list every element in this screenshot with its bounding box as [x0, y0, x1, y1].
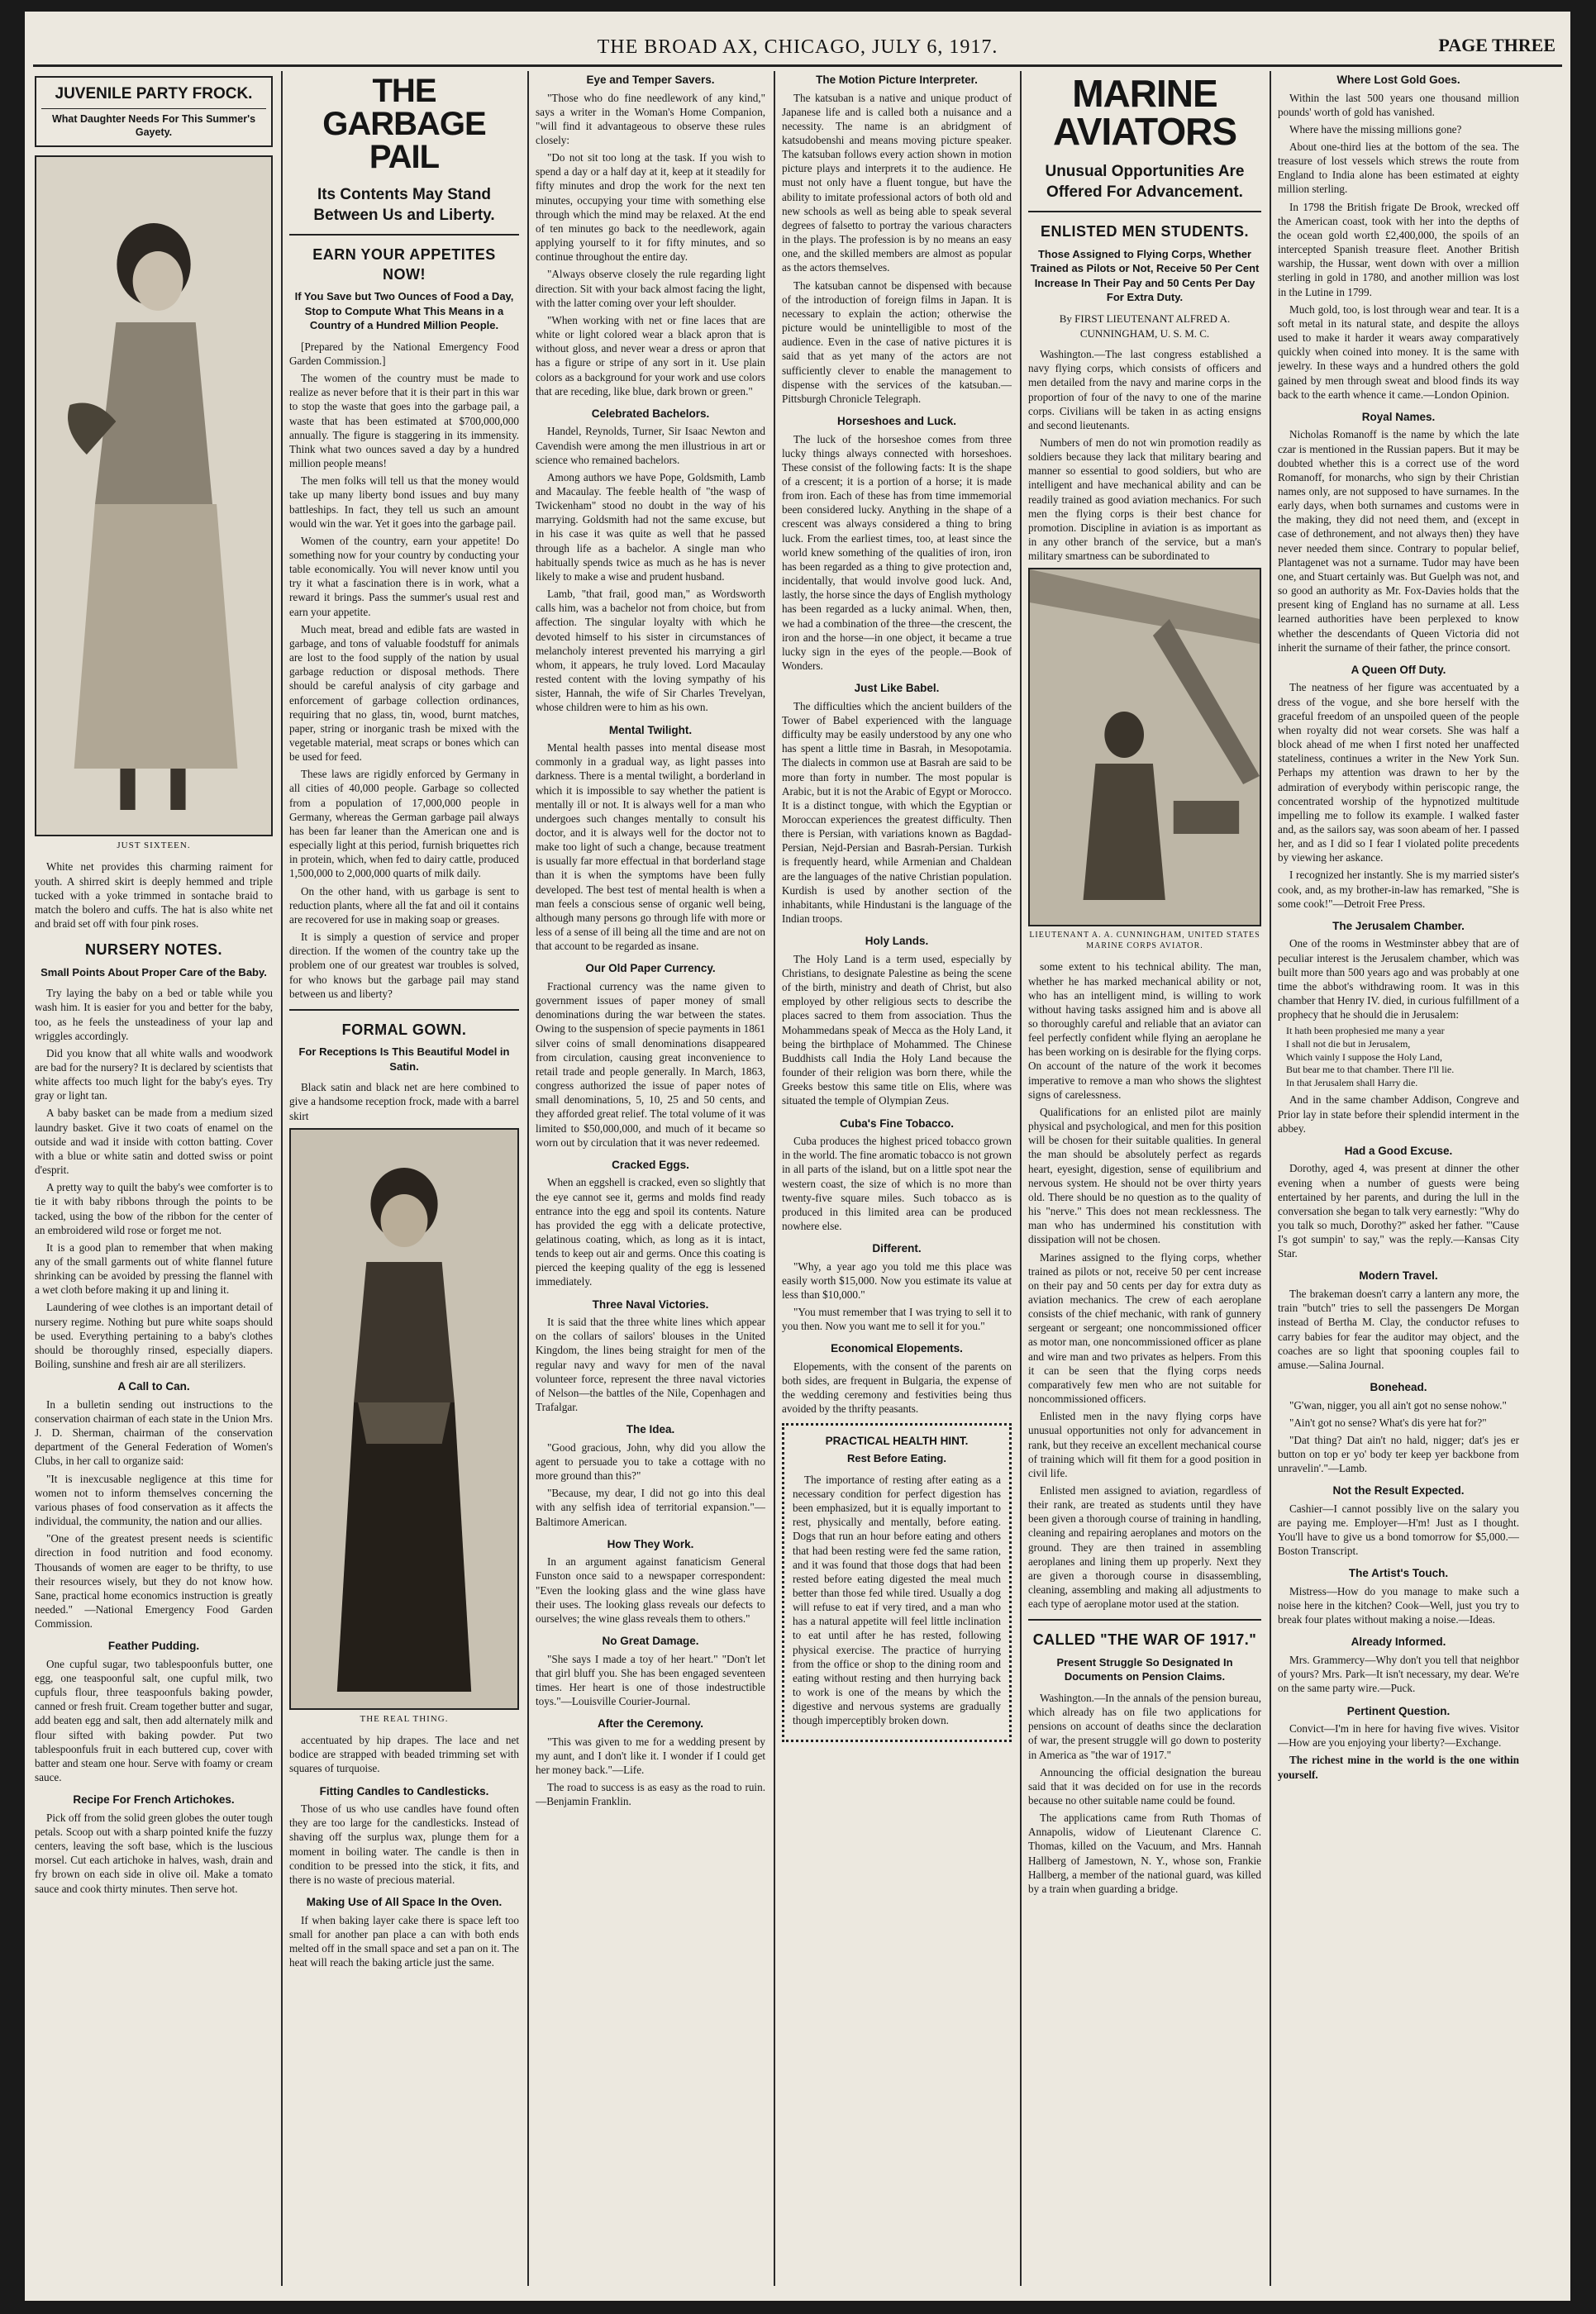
article-headline: NURSERY NOTES. [84, 941, 223, 959]
column-divider [1270, 71, 1271, 2286]
article-headline: The Idea. [626, 1423, 675, 1436]
paragraph: A pretty way to quilt the baby's wee comforter is to tie it with baby ribbons through the points to be tacked, using the bow of the ribbon for the center of an embroidered wild rose or forget me not. [35, 1181, 273, 1236]
divider [1028, 1619, 1261, 1621]
article-deck: Those Assigned to Flying Corps, Whether Trained as Pilots or Not, Receive 50 Per Cent Increase In Their Pay and 50 Cents Per Day For Extra Duty. [1030, 247, 1260, 304]
paragraph: When an eggshell is cracked, even so slightly that the eye cannot see it, germs and molds find ready entrance into the egg and spoil its contents. Nature has provided the egg with a delicate protective, gelatinous coating, which, as long as it is intact, tends to keep out air and germs. Once this coating is pierced the keeping quality of the egg is lessened immediately. [536, 1176, 765, 1288]
article-headline: Just Like Babel. [854, 682, 940, 695]
paragraph: The difficulties which the ancient builders of the Tower of Babel experienced with the language difficulty may be easily understood by any one who has spent a little time in Basrah, in Mesopotamia. The dialects in common use at Basrah are said to be more than forty in number. The most popular is Arabic, but it is not the Arabic of Egypt or Morocco. It is a distinct tongue, with which the Egyptian or Moroccan experiences the greatest difficulty. Then there is Persian, with variations known as Bagdad-Persian, Nejd-Persian and Basrah-Persian. Turkish is frequently heard, while Armenian and Chaldean are the languages of the native Christian population. Kurdish is used by another section of the inhabitants, while Hindustani is the language of the Indian troops. [782, 699, 1012, 926]
paragraph: Washington.—The last congress established a navy flying corps, which consists of officers and men detailed from the navy and marine corps in the proportion of four of the navy to one of the marine corps. Civilians will be taken in as acting ensigns and second lieutenants. [1028, 348, 1261, 431]
paragraph: Announcing the official designation the bureau said that it was decided on for use in the records because no other suitable name could be found. [1028, 1765, 1261, 1807]
article-headline: Already Informed. [1351, 1636, 1446, 1649]
paragraph: Elopements, with the consent of the parents on both sides, are frequent in Bulgaria, the expense of the wedding ceremony and festivities being thus avoided by the thrifty peasants. [782, 1360, 1012, 1416]
masthead-rule [33, 64, 1562, 67]
formal-gown-photo [289, 1128, 519, 1710]
paragraph: In a bulletin sending out instructions to the conservation chairman of each state in the Union Mrs. J. D. Sherman, chairman of the conservation department of the General Federation of Women's Clubs, in her call to organize said: [35, 1397, 273, 1468]
article-headline: Cracked Eggs. [612, 1158, 689, 1171]
paragraph: The neatness of her figure was accentuated by a dress of the vogue, and she bore herself with the graceful freedom of an unspoiled queen of the people when royalty did not wear corsets. She was half a block ahead of me when I first noted her unaffected stateliness, continues a writer in the New York Sun. Perhaps my attention was drawn to her by the admiration of everybody within periscopic range, the concentrated worship of the hypnotized multitude impelling me to follow its example. I walked faster and, as the sailors say, was soon abeam of her. I passed her, and as I did so I fear I violated polite precedents by viewing her askance. [1278, 681, 1519, 864]
poem-line: It hath been prophesied me many a year [1286, 1025, 1445, 1037]
paragraph: One cupful sugar, two tablespoonfuls butter, one egg, one teaspoonful salt, one cupful milk, two cupfuls flour, three teaspoonfuls baking powder, canned or fresh fruit. Cream together butter and sugar, add beaten egg and salt, then add alternately milk and flour sifted with baking powder. Put two tablespoonfuls fruit in each buttered cup, cover with batter and steam one hour. Serve with foamy or cream sauce. [35, 1657, 273, 1784]
paragraph: The luck of the horseshoe comes from three lucky things always connected with horseshoes. These consist of the following facts: It is the shape of a crescent; it is a portion of a horse; it is made from iron. Each of these has from time immemorial been considered lucky. Anything in the shape of a crescent was always considered a thing to bring luck. From the earliest times, too, at least since the world knew something of the qualities of iron, iron has been regarded as a thing to give protection and, incidentally, that would involve good luck. And, lastly, the horse since the days of English mythology has been regarded as a lucky animal. When, then, we had a combination of the three—the crescent, the iron and the horse—in one object, it became a true lucky sign in the eyes of the people.—Book of Wonders. [782, 432, 1012, 673]
article-headline: Modern Travel. [1359, 1269, 1438, 1283]
article-headline: THE GARBAGE PAIL [322, 73, 486, 175]
paragraph: Qualifications for an enlisted pilot are mainly physical and psychological, and men for this position will be chosen for their suitable qualities. In general the man should be absolutely perfect as regards heart, eyesight, digestion, sense of equilibrium and nervous system. He should not be over thirty years old. There should be no question as to the quality of his "nerve." This does not mean recklessness. The man who has undermined his constitution with dissipation will not be chosen. [1028, 1105, 1261, 1246]
paragraph: [Prepared by the National Emergency Food Garden Commission.] [289, 340, 519, 367]
article-headline: After the Ceremony. [597, 1717, 704, 1731]
paragraph: Much gold, too, is lost through wear and tear. It is a soft metal in its natural state, and despite the alloys used to make it harder it wears away comparatively quickly when coined into money. It is the same with jewelry. In these ways and a hundred others the gold gained by men through sweat and blood finds its way back to the earth whence it came.—London Opinion. [1278, 302, 1519, 401]
masthead [25, 12, 1570, 63]
column-5 [1028, 71, 1261, 2286]
paragraph: Nicholas Romanoff is the name by which the late czar is mentioned in the Russian papers. But it may be doubted whether this is a correct use of the word Romanoff, for monarchs, who sign by their Christian names only, are not supposed to have surnames. In the early days, when both surnames and customs were in the making, they did not need them, and (except in case of dethronement, and not always then) they have never needed them since. Contrary to popular belief, Plantagenet was not a surname. Tudor may have been one, and Stuart certainly was. But Guelph was not, and so good an authority as Mr. Fox-Davies holds that the present king of England has no surname at all. Less learned authorities have been perplexed to know whether the descendants of Queen Victoria did not inherit the surname of their father, the prince consort. [1278, 428, 1519, 654]
article-subheadline: Its Contents May Stand Between Us and Liberty. [313, 186, 495, 224]
paragraph: "Because, my dear, I did not go into this deal with any selfish idea of territorial expansion."—Baltimore American. [536, 1487, 765, 1528]
paragraph: Did you know that all white walls and woodwork are bad for the nursery? It is declared by scientists that white affects too much light for the baby's eyes. Try gray or light tan. [35, 1046, 273, 1102]
divider [289, 234, 519, 236]
article-headline: Pertinent Question. [1346, 1704, 1451, 1717]
paragraph: Mental health passes into mental disease most commonly in a gradual way, as light passes into darkness. There is a mental twilight, a borderland in which it is impossible to say whether the patient is mentally ill or not. It is always well for a man who undergoes such changes mentally to consult his doctor, and it is always well for the doctor not to make too light of such a change, because treatment is usually far more effectual in that borderland stage than it is when the symptoms have been fully developed. The best test of mental health is when a man feels a conscious sense of organic well being, although many persons go through life with more or less of a sense of ill being all the time and are not on that account to be regarded as insane. [536, 741, 765, 953]
paragraph: Black satin and black net are here combined to give a handsome reception frock, made with a barrel skirt [289, 1081, 519, 1122]
newspaper-page [25, 12, 1570, 2301]
article-headline: PRACTICAL HEALTH HINT. [825, 1434, 969, 1447]
article-headline: Mental Twilight. [608, 723, 693, 736]
paragraph: Where have the missing millions gone? [1289, 122, 1462, 136]
article-headline: Not the Result Expected. [1332, 1484, 1465, 1497]
paragraph: Handel, Reynolds, Turner, Sir Isaac Newton and Cavendish were among the men illustrious in art or science who remained bachelors. [536, 425, 765, 466]
paragraph: In 1798 the British frigate De Brook, wrecked off the American coast, took with her into the depths of the ocean gold worth £2,400,000, the spoils of an intercepted Spanish treasure fleet. Another British warship, the Hussar, went down with over a million sterling in gold in 1780, and another million was lost in the Lutine in 1799. [1278, 200, 1519, 298]
paragraph: These laws are rigidly enforced by Germany in all cities of 40,000 people. Garbage so collected from a population of 17,000,000 people in Germany, whereas the German garbage pail always has been far leaner than the American one and is especially light at this period, furnish briquettes rich in protein, which, when fed to dairy cattle, produced 1,500,000 to 2,000,000 quarts of milk daily. [289, 768, 519, 880]
paragraph: "Why, a year ago you told me this place was easily worth $15,000. Now you estimate its value at less than $10,000." [782, 1259, 1012, 1301]
paragraph: The richest mine in the world is the one within yourself. [1278, 1754, 1519, 1781]
article-subheadline: Unusual Opportunities Are Offered For Advancement. [1045, 163, 1245, 201]
paragraph: "You must remember that I was trying to sell it to you then. Now you want me to sell it for you." [782, 1306, 1012, 1333]
paragraph: Mistress—How do you manage to make such a noise here in the kitchen? Cook—Well, just you try to break four plates without making a noise.—Ideas. [1278, 1585, 1519, 1626]
article-headline: Celebrated Bachelors. [591, 407, 710, 420]
party-frock-header [35, 76, 273, 147]
photo-caption: LIEUTENANT A. A. CUNNINGHAM, UNITED STATES MARINE CORPS AVIATOR. [1029, 931, 1260, 951]
paragraph: Fractional currency was the name given to government issues of paper money of small denominations during the war between the states. Owing to the suspension of specie payments in 1861 silver coins of small denominations disappeared from circulation, causing great inconvenience to retail trade and people generally. In March, 1863, congress authorized the issue of paper notes of small denominations, 5, 10, 25 and 50 cents, and they afforded great relief. The total volume of it was limited to $50,000,000, and much of it became so worn out by circulation that it was never redeemed. [536, 979, 765, 1149]
girl-in-frock-photo [35, 155, 273, 836]
divider [1028, 211, 1261, 212]
article-deck: Present Struggle So Designated In Documents on Pension Claims. [1056, 1655, 1233, 1683]
paragraph: I recognized her instantly. She is my married sister's cook, and, as my brother-in-law has remarked, "She is some cook!"—Detroit Free Press. [1278, 869, 1519, 910]
paragraph: Cashier—I cannot possibly live on the salary you are paying me. Employer—H'm! Just as I thought. You'll have to give us a bond tomorrow for $5,000.—Boston Transcript. [1278, 1502, 1519, 1558]
paragraph: "Always observe closely the rule regarding light direction. Sit with your back almost facing the light, with the latter coming over your left shoulder. [536, 268, 765, 309]
poem [1278, 1025, 1519, 1089]
article-headline: Bonehead. [1370, 1380, 1427, 1393]
article-headline: Royal Names. [1361, 410, 1436, 423]
paragraph: "Dat thing? Dat ain't no hald, nigger; dat's jes er button on top er yo' body ter keep yer backbone from unravelin'."—Lamb. [1278, 1433, 1519, 1475]
paragraph: "She says I made a toy of her heart." "Don't let that girl bluff you. She has been engaged seventeen times. Her heart is one of those indestructible toys."—Louisville Courier-Journal. [536, 1652, 765, 1708]
poem-line: I shall not die but in Jerusalem, [1286, 1038, 1411, 1050]
paragraph: Washington.—In the annals of the pension bureau, which already has on file two applications for pensions on account of deaths since the declaration of war, the present struggle will go down to posterity in America as "the war of 1917." [1028, 1691, 1261, 1761]
article-headline: JUVENILE PARTY FROCK. [55, 85, 253, 102]
paragraph: It is a good plan to remember that when making any of the small garments out of white flannel future shrinking can be avoided by pressing the flannel with a wet cloth before making it up and lining it. [35, 1240, 273, 1297]
poem-line: Which vainly I suppose the Holy Land, [1286, 1050, 1442, 1063]
paragraph: A baby basket can be made from a medium sized laundry basket. Give it two coats of enamel on the outside and wad it inside with cotton batting. Cover with a blue or white satin and dotted swiss or point d'esprit. [35, 1107, 273, 1177]
paragraph: "One of the greatest present needs is scientific direction in food nutrition and food economy. Thousands of women are eager to be thrifty, to use their resources wisely, but they do not know how. Sane, practical home economics instruction is greatly needed." —National Emergency Food Garden Commission. [35, 1532, 273, 1631]
article-headline: Horseshoes and Luck. [836, 414, 957, 427]
health-hint-box [782, 1423, 1012, 1742]
article-headline: A Call to Can. [117, 1380, 190, 1393]
article-headline: Fitting Candles to Candlesticks. [319, 1784, 489, 1797]
article-headline: Cuba's Fine Tobacco. [840, 1117, 954, 1130]
paragraph: Enlisted men assigned to aviation, regardless of their rank, are treated as students until they have been given a thorough course of training in handling, cleaning and repairing aeroplanes and motors on the ground. They are then trained in assembling aeroplanes and lining them up properly. Next they are given a thorough course in disassembling, cleaning, assembling and making all adjustments to each type of aeroplane motor used at the station. [1028, 1484, 1261, 1611]
paragraph: About one-third lies at the bottom of the sea. The treasure of lost vessels which strews the route from England to India alone has been estimated at eighty million sterling. [1278, 140, 1519, 196]
paragraph: accentuated by hip drapes. The lace and net bodice are strapped with beaded trimming set with squares of turquoise. [289, 1734, 519, 1775]
paragraph: The road to success is as easy as the road to ruin.—Benjamin Franklin. [536, 1781, 765, 1808]
photo-caption: JUST SIXTEEN. [117, 840, 191, 851]
paragraph: Within the last 500 years one thousand million pounds' worth of gold has vanished. [1278, 91, 1519, 118]
byline: By FIRST LIEUTENANT ALFRED A. CUNNINGHAM, U. S. M. C. [1059, 312, 1231, 340]
article-headline: ENLISTED MEN STUDENTS. [1040, 223, 1249, 240]
paragraph: Marines assigned to the flying corps, whether trained as pilots or not, receive 50 per cent increase on their pay and 50 cents per day for extra duty as aviation mechanics. The crew of each aeroplane consists of the chief mechanic, with rank of gunnery sergeant or sergeant; one noncommissioned officer as motor man, one noncommissioned officer as plane and wire man and two privates as helpers. From this it can be seen that the flying corps needs comparatively few men who are not suitable for noncommissioned officers. [1028, 1250, 1261, 1406]
paragraph: Lamb, "that frail, good man," as Wordsworth calls him, was a bachelor not from choice, but from affection. The singular loyalty with which he devoted himself to his sister in circumstances of melancholy interest prevented his marrying a girl whom, it appears, he truly loved. Lord Macaulay rested content with the loving sympathy of his sister, Hannah, the wife of Sir Charles Trevelyan, whose children were to him as his own. [536, 588, 765, 714]
paragraph: "This was given to me for a wedding present by my aunt, and I don't like it. I wonder if I could get her money back."—Life. [536, 1735, 765, 1777]
aviator-photo [1028, 568, 1261, 926]
article-headline: Recipe For French Artichokes. [73, 1793, 235, 1807]
paragraph: And in the same chamber Addison, Congreve and Prior lay in state before their splendid interment in the abbey. [1278, 1093, 1519, 1135]
article-headline: CALLED "THE WAR OF 1917." [1032, 1631, 1257, 1649]
column-4 [782, 71, 1012, 2286]
paragraph: Enlisted men in the navy flying corps have unusual opportunities not only for advancement in rank, but they receive an excellent mechanical course of training which will fit them for a good position in civil life. [1028, 1410, 1261, 1479]
article-headline: A Queen Off Duty. [1351, 663, 1446, 676]
paragraph: Numbers of men do not win promotion readily as soldiers because they lack that military bearing and manner so essential to good soldiers, but who are intelligent and have mechanical ability and can be readily trained as good aviation mechanics. For such men the flying corps is their best chance for promotion. Discipline in aviation is as important as in any other branch of the service, but a man's military smartness can be subordinated to [1028, 436, 1261, 563]
paragraph: "It is inexcusable negligence at this time for women not to inform themselves concerning the various phases of food conservation as it affects the individual, the community, the nation and our allies. [35, 1472, 273, 1528]
article-headline: Three Naval Victories. [592, 1297, 709, 1311]
paragraph: "When working with net or fine laces that are white or light colored wear a black apron that is without gloss, and never wear a dress or apron that has a figure or stripe of any sort in it. Use plain colors as a background for your work and use colors that are receding, like blue, dark brown or green." [536, 313, 765, 398]
paragraph: The katsuban cannot be dispensed with because of the introduction of foreign films in Japan. It is necessary to explain the action; otherwise the picture would be unintelligible to most of the audience. Even in the case of native pictures it is said that as yet many of the actors are not sufficiently clever to enable the management to dispense with the services of the katsuban.—Pittsburgh Chronicle Telegraph. [782, 279, 1012, 405]
article-headline: The Artist's Touch. [1348, 1567, 1449, 1580]
article-headline: Holy Lands. [865, 935, 929, 948]
column-3 [536, 71, 765, 2286]
article-headline: Had a Good Excuse. [1344, 1144, 1453, 1157]
article-headline: The Motion Picture Interpreter. [816, 74, 978, 86]
article-deck: Rest Before Eating. [847, 1452, 946, 1465]
article-headline: Feather Pudding. [107, 1640, 200, 1653]
column-divider [774, 71, 775, 2286]
paragraph: If when baking layer cake there is space left too small for another pan place a can with both ends melted off in the small space and set a pan on it. The heat will reach the baking article just the same. [289, 1913, 519, 1969]
article-deck: Small Points About Proper Care of the Baby. [40, 965, 267, 978]
article-headline: The Jerusalem Chamber. [1332, 919, 1465, 932]
paragraph: The brakeman doesn't carry a lantern any more, the train "butch" tries to sell the passengers De Morgan instead of Bertha M. Clay, the conductor refuses to carry babies for fear the auditor may object, and the coaches are so light that spooning couples fail to amuse.—Salina Journal. [1278, 1288, 1519, 1371]
paragraph: "G'wan, nigger, you all ain't got no sense nohow." [1289, 1398, 1507, 1412]
frock-description: White net provides this charming raiment for youth. A shirred skirt is deeply hemmed and triple tucked with a yoke trimmed in sontache braid to match the bolero and cuffs. The hat is also white net and braid set off with four pink roses. [35, 860, 273, 931]
photo-caption: THE REAL THING. [360, 1713, 449, 1724]
paragraph: The Holy Land is a term used, especially by Christians, to designate Palestine as being the scene of the birth, ministry and death of Christ, but also employed by other religious sects to describe the places sacred to them from association. Thus the Mohammedans speak of Mecca as the Holy Land, it being the birthplace of Mohammed. The Chinese Buddhists call India the Holy Land because the founder of their religion was born there, while the Greeks bestow this same title on Elis, where was situated the temple of Olympian Zeus. [782, 952, 1012, 1107]
paragraph: One of the rooms in Westminster abbey that are of peculiar interest is the Jerusalem chamber, which was built more than 500 years ago and was probably at one time the abbot's withdrawing room. It was in this chamber that Henry IV. died, in curious fulfillment of a prophecy that he should die in Jerusalem: [1278, 937, 1519, 1021]
article-headline: How They Work. [607, 1537, 694, 1550]
column-2 [289, 71, 519, 2286]
article-headline: FORMAL GOWN. [341, 1021, 467, 1038]
paragraph: Dorothy, aged 4, was present at dinner the other evening when a number of guests were being entertained by her parents, and during the lull in the conversation she began to talk very earnestly: "Why do you talk so much, Dorothy?" asked her father. "'Cause I's got sumpin' to say," was the reply.—Kansas City Star. [1278, 1162, 1519, 1260]
column-divider [1020, 71, 1022, 2286]
paragraph: Those of us who use candles have found often they are too large for the candlesticks. Instead of shaving off the surplus wax, plunge them for a moment in boiling water. The candle is then in condition to be pressed into the stick, it fits, and there is no waste of precious material. [289, 1802, 519, 1886]
paragraph: Much meat, bread and edible fats are wasted in garbage, and tons of valuable foodstuff for animals are lost to the food supply of the nation by usual garbage reduction or disposal methods. There should be careful analysis of city garbage and enforcement of garbage collection ordinances, requiring that no glass, tin, wood, burnt matches, paper, string or inorganic trash be mixed with the vegetable material, meat scraps or bones which can be used for feed. [289, 622, 519, 764]
column-1 [35, 71, 273, 2286]
paragraph: Laundering of wee clothes is an important detail of nursery regime. Nothing but pure white soaps should be used. Everything pertaining to a baby's clothes should be thoroughly rinsed, especially diapers. Boiling, sunshine and fresh air are all sterilizers. [35, 1301, 273, 1371]
paragraph: It is said that the three white lines which appear on the collars of sailors' blouses in the United Kingdom, the lines being straight for men of the regular navy and wavy for men of the naval volunteer force, represent the three naval victories of Nelson—the battles of the Nile, Copenhagen and Trafalgar. [536, 1316, 765, 1414]
paragraph: some extent to his technical ability. The man, whether he has marked mechanical ability or not, who has an intelligent mind, is willing to work without having tasks assigned him and is above all so thoroughly careful and reliable that an aviator can feel perfectly confident while flying an aeroplane he has been working on is desirable for the flying corps. On account of the nature of the work it becomes imperative to remove a man who shows the slightest signs of carelessness. [1028, 960, 1261, 1101]
poem-line: But bear me to that chamber. There I'll lie. [1286, 1064, 1455, 1076]
article-deck: What Daughter Needs For This Summer's Gayety. [41, 108, 266, 140]
paragraph: Women of the country, earn your appetite! Do something now for your country by conducting your table economically. You will never know until you try it what a fascination there is in work, what a reward it brings. Pass the summer's usual rest and earn your appetite. [289, 534, 519, 618]
paragraph: It is simply a question of service and proper direction. If the women of the country take up the problem one of our greatest war troubles is solved, for who knows but the garbage pail may stand between us and liberty? [289, 931, 519, 1000]
column-divider [281, 71, 283, 2286]
article-headline: No Great Damage. [602, 1635, 699, 1648]
article-headline: Economical Elopements. [831, 1342, 963, 1355]
page-number: PAGE THREE [1438, 35, 1556, 55]
paragraph: The men folks will tell us that the money would take up many liberty bond issues and buy many battleships. In fact, they tell us such an amount would win the war. Yet it goes into the garbage pail. [289, 474, 519, 530]
column-6 [1278, 71, 1519, 2286]
paragraph: Pick off from the solid green globes the outer tough petals. Scoop out with a sharp pointed knife the fuzzy centers, leaving the soft base, which is the luscious morsel. Cut each artichoke in halves, wash, drain and fry brown on each side in olive oil. Make a tomato sauce and cook thirty minutes. Then serve hot. [35, 1811, 273, 1895]
paragraph: Try laying the baby on a bed or table while you wash him. It is easier for you and better for the baby, too, as he feels the unsteadiness of your lap and wriggles accordingly. [35, 987, 273, 1042]
paragraph: "Those who do fine needlework of any kind," says a writer in the Woman's Home Companion, "will find it advantageous to observe these rules closely: [536, 91, 765, 147]
article-headline: EARN YOUR APPETITES NOW! [312, 246, 496, 283]
newspaper-dateline: THE BROAD AX, CHICAGO, JULY 6, 1917. [597, 36, 998, 58]
paragraph: Mrs. Grammercy—Why don't you tell that neighbor of yours? Mrs. Park—It isn't necessary, my dear. We're on the same party wire.—Puck. [1278, 1654, 1519, 1695]
article-deck: For Receptions Is This Beautiful Model in Satin. [298, 1045, 510, 1073]
article-deck: If You Save but Two Ounces of Food a Day, Stop to Compute What This Means in a Country of a Hundred Million People. [294, 290, 514, 332]
paragraph: In an argument against fanaticism General Funston once said to a newspaper correspondent: "Even the looking glass and the wine glass have their uses. The looking glass reveals our defects to ourselves; the wine glass reveals them to others." [536, 1555, 765, 1625]
paragraph: The katsuban is a native and unique product of Japanese life and is called both a nuisance and a necessity. The name is an abridgment of katsudobenshi and means moving picture speaker. The katsuban follows every action shown in motion picture plays and interprets it to the audience. He must not only have a fluent tongue, but have the ability to imitate professional actors of both old and new schools as well as being able to speak several degrees of falsetto to portray the various characters in the plays. The profession is by no means an easy one, and the skilled members are almost as popular as the actors themselves. [782, 91, 1012, 274]
paragraph: Among authors we have Pope, Goldsmith, Lamb and Macaulay. The feeble health of "the wasp of Twickenham" stood no doubt in the way of his marrying. Goldsmith had not the same excuse, but in his case it was quite as well that he passed through life as a bachelor. A single man who habitually spends twice as much as he has is never likely to make a wise and prudent husband. [536, 470, 765, 583]
divider [289, 1009, 519, 1011]
article-headline: Our Old Paper Currency. [585, 962, 716, 975]
paragraph: Convict—I'm in here for having five wives. Visitor—How are you enjoying your liberty?—Exchange. [1278, 1722, 1519, 1750]
poem-line: In that Jerusalem shall Harry die. [1286, 1076, 1418, 1088]
paragraph: "Ain't got no sense? What's dis yere hat for?" [1289, 1416, 1487, 1429]
article-headline: Eye and Temper Savers. [586, 74, 715, 86]
article-headline: Different. [872, 1242, 922, 1255]
paragraph: On the other hand, with us garbage is sent to reduction plants, where all the fat and oil it contains are recovered for use in making soap or greases. [289, 884, 519, 926]
paragraph: Cuba produces the highest priced tobacco grown in the world. The fine aromatic tobacco is not grown in all parts of the island, but on a little spot near the western coast, the size of which is no more than twenty-five square miles. Such tobacco as is produced in this limited area can be produced nowhere else. [782, 1135, 1012, 1232]
paragraph: The applications came from Ruth Thomas of Annapolis, widow of Lieutenant Clarence C. Thomas, killed on the Vacuum, and Mrs. Hannah Hallberg of Jamestown, N. Y., whose son, Frankie Hallberg, a member of the national guard, was killed by a train when guarding a bridge. [1028, 1812, 1261, 1895]
paragraph: The women of the country must be made to realize as never before that it is their part in this war to stop the waste that goes into the garbage pail, a waste that has been estimated at $700,000,000 annually. The figure is staggering in its immensity. Think what two ounces saved a day by a hundred million people means! [289, 372, 519, 470]
column-divider [527, 71, 529, 2286]
article-headline: Making Use of All Space In the Oven. [306, 1896, 503, 1909]
paragraph: The importance of resting after eating as a necessary condition for perfect digestion has been emphasized, but it is equally important to rest, physically and mentally, before eating. Dogs that run an hour before eating and others that had been resting were fed the same ration, and it was found that those dogs that had been rested before eating digested the meal much better than those fed while tired. Usually a dog will refuse to eat if very tired, and a man who has a natural appetite will feel little inclination to eat until after he has rested, following physical exercise. The practice of hurrying from the office or shop to the dining room and eating without resting and then hurrying back to work is one of the means by which the digestive and nervous systems are gradually though imperceptibly broken down. [793, 1473, 1001, 1727]
article-headline: Where Lost Gold Goes. [1336, 74, 1460, 86]
paragraph: "Good gracious, John, why did you allow the agent to persuade you to take a cottage with no more ground than this?" [536, 1440, 765, 1483]
paragraph: "Do not sit too long at the task. If you wish to spend a day or a half day at it, keep at it steadily for fifty minutes and drop the work for the next ten minutes, occupying your time with something else through which the mind may be relaxed. At the end of ten minutes go back to the needlework, again applying yourself to it for fifty minutes, and so continue throughout the entire day. [536, 151, 765, 264]
article-headline: MARINE AVIATORS [1052, 72, 1237, 153]
